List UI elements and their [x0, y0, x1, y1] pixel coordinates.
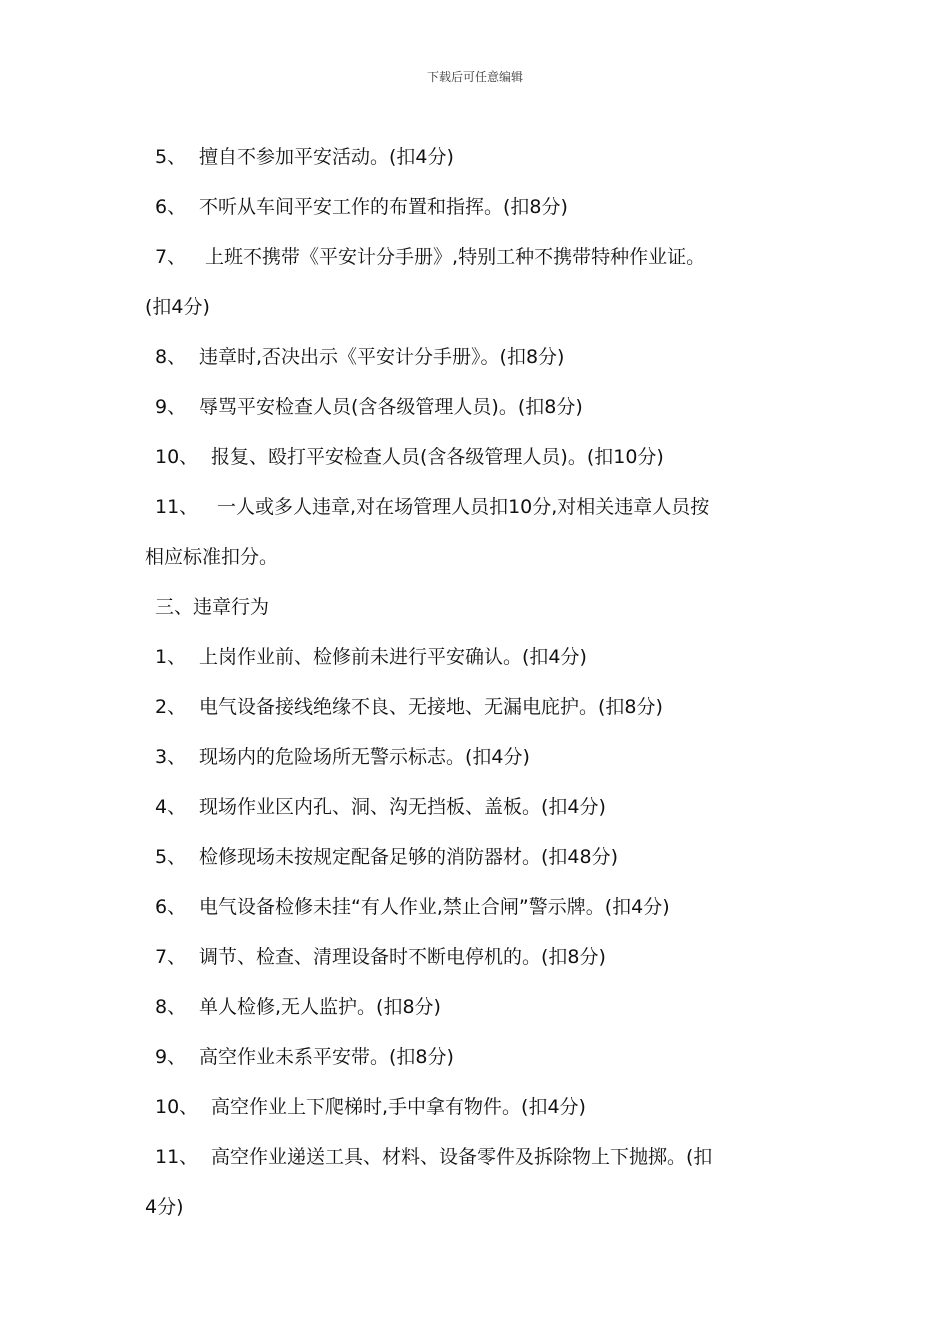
list-item-text: 报复、殴打平安检查人员(含各级管理人员)。(扣10分): [211, 446, 664, 468]
list-item-number: 9、: [155, 1046, 187, 1068]
list-item-number: 8、: [155, 346, 187, 368]
list-item: [145, 332, 810, 382]
list-item-text: 一人或多人违章,对在场管理人员扣10分,对相关违章人员按: [211, 496, 710, 518]
list-item-text: 高空作业未系平安带。(扣8分): [199, 1046, 454, 1068]
list-item-text: 单人检修,无人监护。(扣8分): [199, 996, 441, 1018]
list-item-number: 5、: [155, 146, 187, 168]
list-item-number: 8、: [155, 996, 187, 1018]
list-item: [145, 932, 810, 982]
list-item-text: 不听从车间平安工作的布置和指挥。(扣8分): [199, 196, 568, 218]
list-item: [145, 982, 810, 1032]
list-item: [145, 482, 810, 532]
list-item-text: 辱骂平安检查人员(含各级管理人员)。(扣8分): [199, 396, 583, 418]
list-item-text: 违章时,否决出示《平安计分手册》。(扣8分): [199, 346, 565, 368]
list-item: [145, 782, 810, 832]
list-item-number: 1、: [155, 646, 187, 668]
list-item-text: 高空作业递送工具、材料、设备零件及拆除物上下抛掷。(扣: [211, 1146, 713, 1168]
list-item-text: 现场内的危险场所无警示标志。(扣4分): [199, 746, 530, 768]
list-item-number: 3、: [155, 746, 187, 768]
list-item-number: 10、: [155, 446, 199, 468]
list-item-text: 三、违章行为: [155, 596, 270, 618]
list-item-number: 11、: [155, 1146, 199, 1168]
list-item-text: 检修现场未按规定配备足够的消防器材。(扣48分): [199, 846, 619, 868]
list-item: [145, 632, 810, 682]
list-item-text: 相应标准扣分。: [145, 546, 279, 568]
list-item-number: 5、: [155, 846, 187, 868]
list-item: [145, 732, 810, 782]
list-item-number: 9、: [155, 396, 187, 418]
list-item-continuation: [145, 1182, 810, 1232]
list-item-continuation: [145, 532, 810, 582]
list-item-number: 7、: [155, 946, 187, 968]
list-item: [145, 1082, 810, 1132]
list-item-text: 电气设备检修未挂“有人作业,禁止合闸”警示牌。(扣4分): [199, 896, 670, 918]
list-item-number: 4、: [155, 796, 187, 818]
list-item: [145, 232, 810, 282]
list-item-number: 7、: [155, 246, 187, 268]
list-item-number: 11、: [155, 496, 199, 518]
list-item-continuation: [145, 282, 810, 332]
list-item-number: 2、: [155, 696, 187, 718]
page-header: 下载后可任意编辑: [426, 70, 523, 84]
list-item-text: 4分): [145, 1196, 184, 1218]
list-item-text: 现场作业区内孔、洞、沟无挡板、盖板。(扣4分): [199, 796, 606, 818]
list-item-text: 电气设备接线绝缘不良、无接地、无漏电庇护。(扣8分): [199, 696, 663, 718]
list-item-text: 擅自不参加平安活动。(扣4分): [199, 146, 454, 168]
list-item-number: 6、: [155, 896, 187, 918]
list-item-number: 10、: [155, 1096, 199, 1118]
document-body: [145, 132, 810, 1232]
list-item-text: 上岗作业前、检修前未进行平安确认。(扣4分): [199, 646, 587, 668]
list-item-text: 调节、检查、清理设备时不断电停机的。(扣8分): [199, 946, 606, 968]
list-item-text: 上班不携带《平安计分手册》,特别工种不携带特种作业证。: [199, 246, 706, 268]
list-item: [145, 1032, 810, 1082]
list-item-number: 6、: [155, 196, 187, 218]
section-heading: [145, 582, 810, 632]
list-item: [145, 882, 810, 932]
list-item: [145, 682, 810, 732]
list-item: [145, 832, 810, 882]
list-item: [145, 382, 810, 432]
list-item: [145, 132, 810, 182]
list-item: [145, 182, 810, 232]
list-item-text: (扣4分): [145, 296, 210, 318]
list-item: [145, 432, 810, 482]
list-item: [145, 1132, 810, 1182]
list-item-text: 高空作业上下爬梯时,手中拿有物件。(扣4分): [211, 1096, 586, 1118]
